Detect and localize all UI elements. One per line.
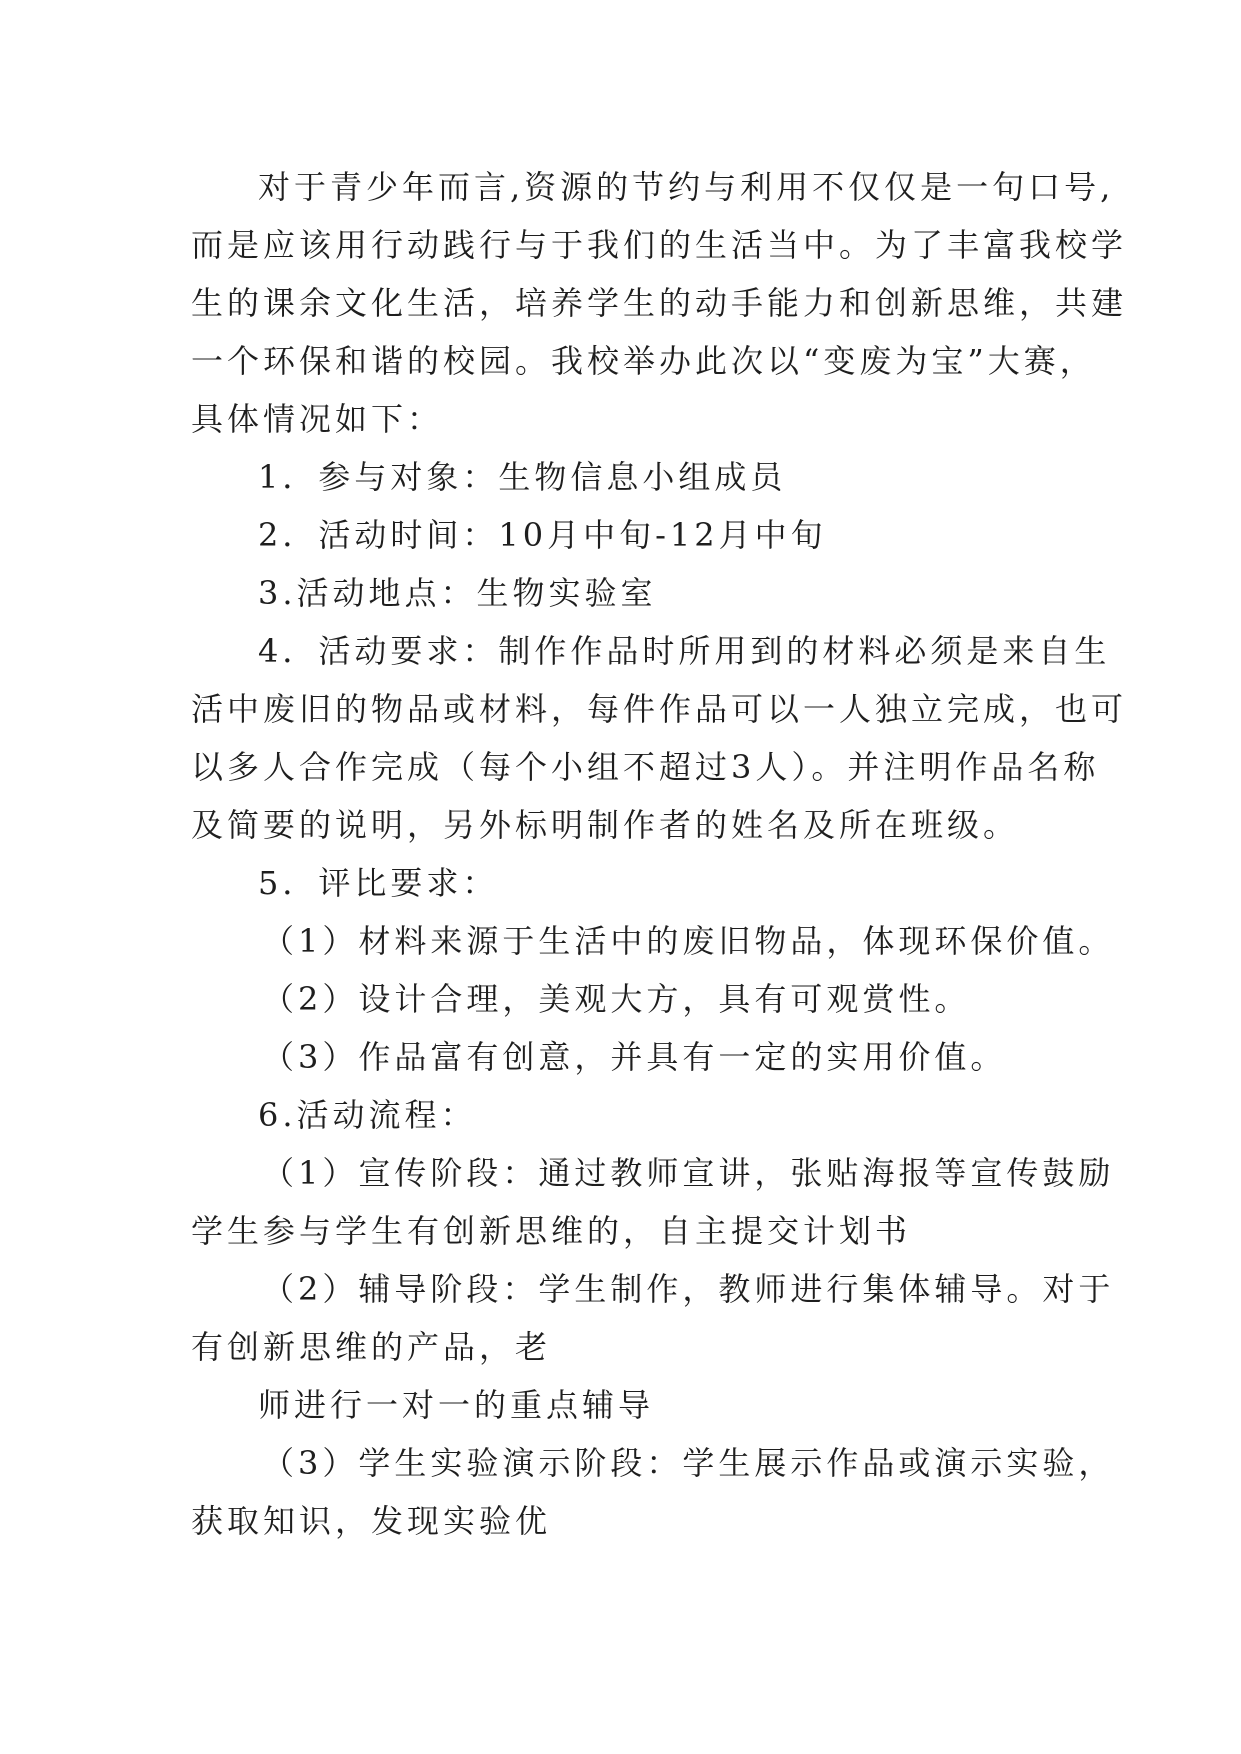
body-text-line: 生的课余文化生活，培养学生的动手能力和创新思维，共建 — [191, 284, 1128, 322]
list-item-participants: 1．参与对象：生物信息小组成员 — [258, 458, 787, 496]
sub-item: （1）宣传阶段：通过教师宣讲，张贴海报等宣传鼓励 — [262, 1154, 1115, 1192]
sub-item: （1）材料来源于生活中的废旧物品，体现环保价值。 — [262, 922, 1115, 960]
list-item-time: 2．活动时间：10月中旬-12月中旬 — [258, 516, 827, 554]
body-text-line: 师进行一对一的重点辅导 — [258, 1386, 655, 1424]
sub-item: （2）设计合理，美观大方，具有可观赏性。 — [262, 980, 971, 1018]
list-item-location: 3.活动地点：生物实验室 — [258, 574, 657, 612]
sub-item: （2）辅导阶段：学生制作，教师进行集体辅导。对于 — [262, 1270, 1115, 1308]
body-text-line: 对于青少年而言,资源的节约与利用不仅仅是一句口号, — [258, 168, 1115, 206]
list-item-process: 6.活动流程： — [258, 1096, 477, 1134]
list-item-requirements: 4．活动要求：制作作品时所用到的材料必须是来自生 — [258, 632, 1111, 670]
body-text-line: 一个环保和谐的校园。我校举办此次以“变废为宝”大赛， — [191, 342, 1096, 380]
body-text-line: 以多人合作完成（每个小组不超过3人）。并注明作品名称 — [191, 748, 1100, 786]
body-text-line: 有创新思维的产品，老 — [191, 1328, 552, 1366]
body-text-line: 获取知识，发现实验优 — [191, 1502, 552, 1540]
sub-item: （3）学生实验演示阶段：学生展示作品或演示实验， — [262, 1444, 1115, 1482]
list-item-criteria: 5．评比要求： — [258, 864, 499, 902]
body-text-line: 具体情况如下： — [191, 400, 444, 438]
body-text-line: 学生参与学生有创新思维的，自主提交计划书 — [191, 1212, 912, 1250]
body-text-line: 及简要的说明，另外标明制作者的姓名及所在班级。 — [191, 806, 1020, 844]
body-text-line: 而是应该用行动践行与于我们的生活当中。为了丰富我校学 — [191, 226, 1128, 264]
sub-item: （3）作品富有创意，并具有一定的实用价值。 — [262, 1038, 1007, 1076]
body-text-line: 活中废旧的物品或材料，每件作品可以一人独立完成，也可 — [191, 690, 1128, 728]
